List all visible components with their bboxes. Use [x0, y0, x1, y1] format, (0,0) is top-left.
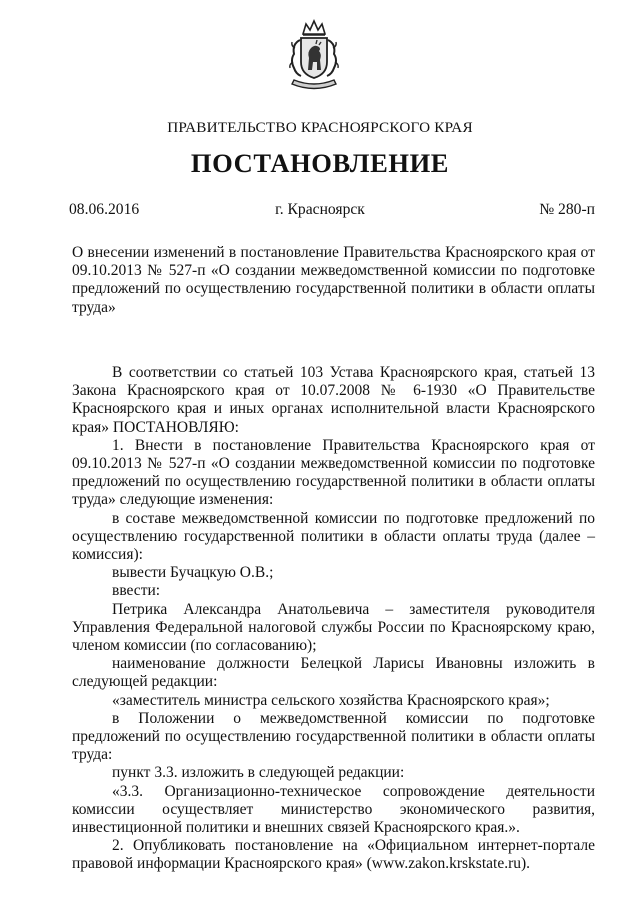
- regulation-paragraph: в Положении о межведомственной комиссии по подготовке предложений по осуществлению государственной политики в области оплаты труда:: [72, 709, 595, 764]
- government-name: ПРАВИТЕЛЬСТВО КРАСНОЯРСКОГО КРАЯ: [167, 119, 473, 136]
- preamble-paragraph: В соответствии со статьей 103 Устава Красноярского края, статьей 13 Закона Красноярского края от 10.07.2008 № 6-1930 «О Правительстве Красноярского края и иных органах исполнительной власти Красноярского края» ПОСТАНОВЛЯЮ:: [72, 364, 595, 436]
- clause-heading-paragraph: пункт 3.3. изложить в следующей редакции:: [112, 764, 405, 782]
- document-number: № 280-п: [539, 201, 595, 218]
- remove-member-paragraph: вывести Бучацкую О.В.;: [112, 564, 274, 582]
- add-heading-paragraph: ввести:: [112, 582, 161, 600]
- item-2-paragraph: 2. Опубликовать постановление на «Официальном интернет-портале правовой информации Красноярского края» (www.zakon.krskstate.ru).: [72, 837, 595, 873]
- document-body: [72, 364, 595, 874]
- document-date: 08.06.2016: [69, 201, 140, 218]
- subject-text: О внесении изменений в постановление Правительства Красноярского края от 09.10.2013 № 527-п «О создании межведомственной комиссии по подготовке предложений по осуществлению государственной политики в области оплаты труда»: [72, 244, 595, 316]
- clause-3-3-paragraph: «3.3. Организационно-техническое сопровождение деятельности комиссии осуществляет министерство экономического развития, инвестиционной политики и внешних связей Красноярского края.».: [72, 782, 595, 837]
- document-city: г. Красноярск: [275, 201, 365, 218]
- document-type-title: ПОСТАНОВЛЕНИЕ: [190, 148, 450, 178]
- composition-paragraph: в составе межведомственной комиссии по подготовке предложений по осуществлению государственной политики в области оплаты труда (далее – комиссия):: [72, 509, 595, 564]
- coat-of-arms-icon: [286, 18, 342, 90]
- document-subject: [72, 244, 595, 317]
- add-member-paragraph: Петрика Александра Анатольевича – заместителя руководителя Управления Федеральной налоговой службы России по Красноярскому краю, членом комиссии (по согласованию);: [72, 600, 595, 655]
- new-position-paragraph: «заместитель министра сельского хозяйства Красноярского края»;: [112, 691, 550, 709]
- position-rename-paragraph: наименование должности Белецкой Ларисы Ивановны изложить в следующей редакции:: [72, 655, 595, 691]
- item-1-paragraph: 1. Внести в постановление Правительства Красноярского края от 09.10.2013 № 527-п «О создании межведомственной комиссии по подготовке предложений по осуществлению государственной политики в области оплаты труда» следующие изменения:: [72, 436, 595, 509]
